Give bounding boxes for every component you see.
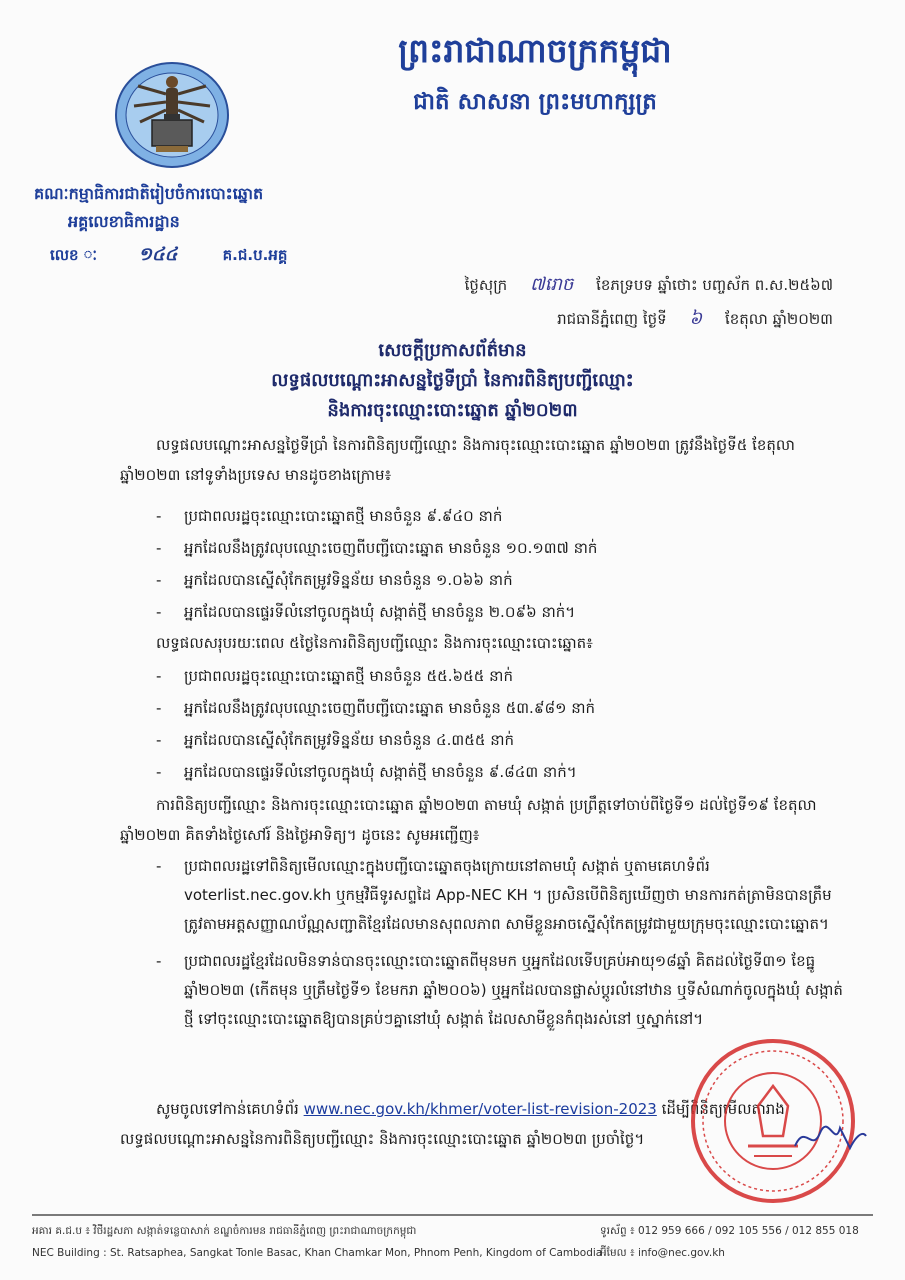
intro-paragraph: លទ្ធផលបណ្តោះអាសន្នថ្ងៃទីប្រាំ នៃការពិនិត្យបញ្ជីឈ្មោះ និងការចុះឈ្មោះបោះឆ្នោត ឆ្នាំ២០២៣ ត្រូវនឹងថ្ងៃទី៥ ខែតុលា ឆ្នាំ២០២៣ នៅទូទាំងប្រទេស មានដូចខាងក្រោម៖ <box>120 436 795 484</box>
solar-date-handwritten: ៦ <box>689 308 703 329</box>
footer-phone <box>600 1222 859 1240</box>
email-address[interactable]: info@nec.gov.kh <box>637 1247 725 1259</box>
reference-label: លេខ ៈ <box>50 246 98 264</box>
list-item: - ប្រជាពលរដ្ឋទៅពិនិត្យមើលឈ្មោះក្នុងបញ្ជីបោះឆ្នោតចុងក្រោយនៅតាមឃុំ សង្កាត់ ឬតាមគេហទំព័រ voterlist.nec.gov.kh ឬកម្មវិធីទូរសព្ទដៃ App-NEC KH ។ ប្រសិនបើពិនិត្យឃើញថា មានការកត់ត្រាមិនបានត្រឹមត្រូវតាមអត្តសញ្ញាណប័ណ្ណសញ្ជាតិខ្មែរដែលមានសុពលភាព សាមីខ្លួនអាចស្នើសុំកែតម្រូវជាមួយក្រុមចុះឈ្មោះបោះឆ្នោត។ <box>156 852 846 939</box>
department-name: អគ្គលេខាធិការដ្ឋាន <box>68 212 180 231</box>
list-item: - អ្នកដែលបានផ្ទេរទីលំនៅចូលក្នុងឃុំ សង្កាត់ថ្មី មានចំនួន ២.០៩៦ នាក់។ <box>156 596 846 628</box>
list-item: - អ្នកដែលបានស្នើសុំកែតម្រូវទិន្នន័យ មានចំនួន ១.០៦៦ នាក់ <box>156 564 846 596</box>
list-item: - អ្នកដែលបានផ្ទេរទីលំនៅចូលក្នុងឃុំ សង្កាត់ថ្មី មានចំនួន ៩.៨៤៣ នាក់។ <box>156 756 846 788</box>
solar-date-rest: ខែតុលា ឆ្នាំ២០២៣ <box>724 310 833 328</box>
reference-suffix: គ.ជ.ប.អគ្គ <box>222 246 288 264</box>
organization-name: គណៈកម្មាធិការជាតិរៀបចំការបោះឆ្នោត <box>34 184 264 203</box>
list-item: - ប្រជាពលរដ្ឋចុះឈ្មោះបោះឆ្នោតថ្មី មានចំនួន ៩.៩៤០ នាក់ <box>156 500 846 532</box>
reference-number-value: ១៤៤ <box>138 244 178 265</box>
list-item: - ប្រជាពលរដ្ឋខ្មែរដែលមិនទាន់បានចុះឈ្មោះបោះឆ្នោតពីមុនមក ឬអ្នកដែលទើបគ្រប់អាយុ១៨ឆ្នាំ គិតដល់ថ្ងៃទី៣១ ខែធ្នូ ឆ្នាំ២០២៣ (កើតមុន ឬត្រឹមថ្ងៃទី១ ខែមករា ឆ្នាំ២០០៦) ឬអ្នកដែលបានផ្លាស់ប្តូរលំនៅឋាន ឬទីសំណាក់ចូលក្នុងឃុំ សង្កាត់ថ្មី ទៅចុះឈ្មោះបោះឆ្នោតឱ្យបានគ្រប់ៗគ្នានៅឃុំ សង្កាត់ ដែលសាមីខ្លួនកំពុងរស់នៅ ឬស្នាក់នៅ។ <box>156 947 846 1034</box>
period-paragraph: ការពិនិត្យបញ្ជីឈ្មោះ និងការចុះឈ្មោះបោះឆ្នោត ឆ្នាំ២០២៣ តាមឃុំ សង្កាត់ ប្រព្រឹត្តទៅចាប់ពីថ្ងៃទី១ ដល់ថ្ងៃទី១៩ ខែតុលា ឆ្នាំ២០២៣ គិតទាំងថ្ងៃសៅរ៍ និងថ្ងៃអាទិត្យ។ ដូចនេះ សូមអញ្ជើញ៖ <box>120 796 817 844</box>
invitation-list <box>156 852 846 1042</box>
footer-email <box>600 1244 725 1262</box>
solar-date <box>557 306 833 333</box>
summary-results-list <box>156 660 846 788</box>
voter-list-revision-link[interactable]: www.nec.gov.kh/khmer/voter-list-revision-2023 <box>303 1100 657 1118</box>
phone-label: ទូរស័ព្ទ ៖ <box>600 1225 635 1237</box>
list-item: - អ្នកដែលនឹងត្រូវលុបឈ្មោះចេញពីបញ្ជីបោះឆ្នោត មានចំនួន ៥៣.៩៨១ នាក់ <box>156 692 846 724</box>
phone-number: 012 959 666 / 092 105 556 / 012 855 018 <box>637 1225 859 1237</box>
day5-results-list <box>156 500 846 628</box>
kingdom-title: ព្រះរាជាណាចក្រកម្ពុជា <box>398 31 672 70</box>
press-release-subtitle-2: និងការចុះឈ្មោះបោះឆ្នោត ឆ្នាំ២០២៣ <box>327 400 578 421</box>
summary-heading: លទ្ធផលសរុបរយៈពេល ៥ថ្ងៃនៃការពិនិត្យបញ្ជីឈ្មោះ និងការចុះឈ្មោះបោះឆ្នោត៖ <box>156 634 593 652</box>
list-item: - អ្នកដែលបានស្នើសុំកែតម្រូវទិន្នន័យ មានចំនួន ៤.៣៥៥ នាក់ <box>156 724 846 756</box>
signature-mark <box>790 1118 870 1158</box>
lunar-date <box>465 272 833 299</box>
press-release-subtitle-1: លទ្ធផលបណ្តោះអាសន្នថ្ងៃទីប្រាំ នៃការពិនិត្យបញ្ជីឈ្មោះ <box>271 370 634 391</box>
list-item: - ប្រជាពលរដ្ឋចុះឈ្មោះបោះឆ្នោតថ្មី មានចំនួន ៥៥.៦៥៥ នាក់ <box>156 660 846 692</box>
footer-address-khmer: អគារ គ.ជ.ប ៖ វិថីរដ្ឋសភា សង្កាត់ទន្លេបាសាក់ ខណ្ឌចំការមន រាជធានីភ្នំពេញ ព្រះរាជាណាចក្រកម្ពុជា <box>32 1225 417 1237</box>
closing-text-after: ដើម្បីពិនិត្យមើលតារាងលទ្ធផលបណ្តោះអាសន្ននៃការពិនិត្យបញ្ជីឈ្មោះ និងការចុះឈ្មោះបោះឆ្នោត ឆ្នាំ២០២៣ ប្រចាំថ្ងៃ។ <box>120 1100 785 1148</box>
closing-text-before: សូមចូលទៅកាន់គេហទំព័រ <box>156 1100 299 1118</box>
email-label: អ៊ីមែល ៖ <box>600 1247 635 1259</box>
national-motto: ជាតិ សាសនា ព្រះមហាក្សត្រ <box>413 88 657 115</box>
list-item: - អ្នកដែលនឹងត្រូវលុបឈ្មោះចេញពីបញ្ជីបោះឆ្នោត មានចំនួន ១០.១៣៧ នាក់ <box>156 532 846 564</box>
press-release-title: សេចក្តីប្រកាសព័ត៌មាន <box>378 340 527 361</box>
lunar-date-rest: ខែភទ្របទ ឆ្នាំថោះ បញ្ចស័ក ព.ស.២៥៦៧ <box>596 276 833 294</box>
reference-number <box>50 242 287 269</box>
nec-emblem-icon <box>112 60 232 170</box>
footer-address-english: NEC Building : St. Ratsaphea, Sangkat Tonle Basac, Khan Chamkar Mon, Phnom Penh, Kingdom of Cambodia <box>32 1247 603 1259</box>
footer-divider <box>32 1214 873 1216</box>
solar-date-place: រាជធានីភ្នំពេញ ថ្ងៃទី <box>557 310 667 328</box>
lunar-date-day: ថ្ងៃសុក្រ <box>464 276 508 294</box>
lunar-date-handwritten: ៧រោច <box>529 274 574 295</box>
